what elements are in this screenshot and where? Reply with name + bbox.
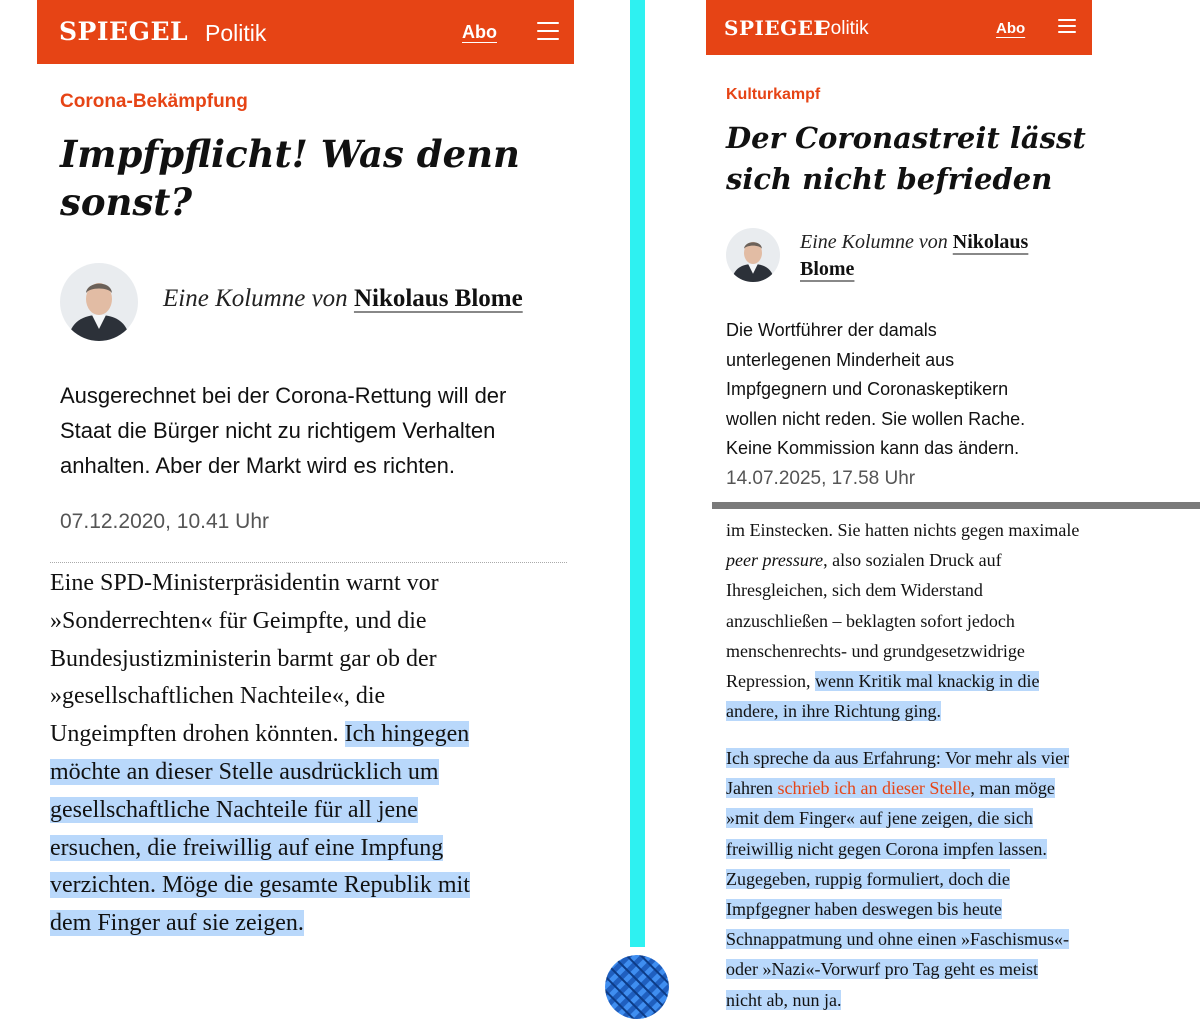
right-italic-text: peer pressure: [726, 550, 824, 571]
left-lead: [60, 378, 506, 483]
right-body-line: menschenrechts- und grundgesetzwidrige: [726, 640, 1025, 661]
right-headline-line: sich nicht befrieden: [726, 162, 1053, 196]
left-lead-line: Ausgerechnet bei der Corona-Rettung will der: [60, 383, 507, 408]
left-author-avatar[interactable]: [60, 263, 138, 341]
left-highlighted-text[interactable]: ersuchen, die freiwillig auf eine Impfung: [50, 834, 444, 861]
right-paragraph-2: [726, 743, 1069, 1015]
left-lead-line: anhalten. Aber der Markt wird es richten.: [60, 453, 455, 478]
right-highlighted-text[interactable]: Ich spreche da aus Erfahrung: Vor mehr als vier: [726, 748, 1070, 768]
left-abo-link[interactable]: Abo: [462, 22, 497, 42]
left-header-bar: [37, 0, 574, 64]
left-headline-line: Impfpflicht! Was denn: [60, 132, 520, 176]
right-spiegel-logo[interactable]: SPIEGEL: [724, 16, 828, 40]
right-lead-line: Die Wortführer der damals: [726, 320, 937, 340]
left-headline: [60, 130, 520, 226]
right-body-text: , man möge: [970, 778, 1055, 799]
left-body-line: [50, 754, 470, 792]
right-author-link[interactable]: Nikolaus: [952, 231, 1029, 253]
right-body-text: Jahren: [726, 778, 778, 799]
right-headline: [726, 118, 1086, 200]
left-spiegel-logo[interactable]: SPIEGEL: [59, 17, 189, 46]
right-lead: [726, 316, 1025, 464]
right-paragraph-1: [726, 515, 1079, 726]
right-body-line: [726, 924, 1069, 954]
watermark-logo-icon: [605, 955, 669, 1019]
right-highlighted-text[interactable]: »mit dem Finger« auf jene zeigen, die sich: [726, 808, 1033, 829]
left-body-line: [50, 716, 470, 754]
right-highlighted-text[interactable]: Schnappatmung und ohne einen »Faschismus«-: [726, 929, 1069, 950]
right-body-line: [726, 545, 1079, 575]
right-byline: [800, 229, 1028, 283]
right-menu-icon[interactable]: [1058, 19, 1076, 33]
left-body-line: [50, 792, 470, 830]
right-kicker[interactable]: Kulturkampf: [726, 86, 821, 103]
right-inline-link[interactable]: schrieb ich an dieser Stelle: [777, 778, 971, 799]
right-body-line: [726, 743, 1069, 773]
left-lead-line: Staat die Bürger nicht zu richtigem Verhalten: [60, 418, 496, 443]
right-highlighted-text[interactable]: wenn Kritik mal knackig in die: [815, 671, 1040, 692]
right-body-line: [726, 954, 1069, 984]
left-body-line: Eine SPD-Ministerpräsidentin warnt vor: [50, 570, 439, 596]
left-body-line: [50, 867, 470, 905]
left-date: 07.12.2020, 10.41 Uhr: [60, 510, 269, 533]
right-highlighted-text[interactable]: [726, 778, 1055, 798]
right-body-line: im Einstecken. Sie hatten nichts gegen maximale: [726, 520, 1080, 540]
left-body-line: [50, 830, 470, 868]
left-kicker[interactable]: Corona-Bekämpfung: [60, 91, 248, 112]
right-highlighted-text[interactable]: andere, in ihre Richtung ging.: [726, 701, 941, 722]
left-highlighted-text[interactable]: möchte an dieser Stelle ausdrücklich um: [50, 758, 439, 785]
right-body-line: [726, 985, 1069, 1015]
right-body-line: anzuschließen – beklagten sofort jedoch: [726, 610, 1015, 631]
left-headline-line: sonst?: [60, 180, 193, 224]
right-highlighted-text[interactable]: oder »Nazi«-Vorwurf pro Tag geht es meist: [726, 959, 1038, 980]
right-header-bar: [706, 0, 1092, 55]
left-body-line: »gesellschaftlichen Nachteile«, die: [50, 683, 386, 710]
right-body-text: , also sozialen Druck auf: [823, 550, 1002, 571]
left-highlighted-text[interactable]: Ich hingegen: [344, 721, 470, 748]
right-body-line: [726, 864, 1069, 894]
right-byline-prefix: Eine Kolumne von: [800, 231, 948, 253]
right-date: 14.07.2025, 17.58 Uhr: [726, 468, 916, 489]
right-author-avatar[interactable]: [726, 228, 780, 282]
right-headline-line: Der Coronastreit lässt: [726, 121, 1086, 155]
right-abo-link[interactable]: Abo: [996, 20, 1026, 37]
right-highlighted-text[interactable]: nicht ab, nun ja.: [726, 989, 842, 1010]
right-highlighted-text[interactable]: Zugegeben, ruppig formuliert, doch die: [726, 868, 1010, 889]
right-body-line: [726, 894, 1069, 924]
right-lead-line: unterlegenen Minderheit aus: [726, 349, 955, 370]
right-body-line: Ihresgleichen, sich dem Widerstand: [726, 580, 983, 601]
left-dotted-separator: [50, 562, 567, 563]
right-highlighted-text[interactable]: Impfgegner haben deswegen bis heute: [726, 899, 1002, 920]
right-body-line: [726, 696, 1079, 726]
right-lead-line: wollen nicht reden. Sie wollen Rache.: [726, 408, 1026, 429]
left-author-link[interactable]: Nikolaus Blome: [353, 285, 523, 312]
right-lead-line: Impfgegnern und Coronaskeptikern: [726, 379, 1009, 399]
left-section-label[interactable]: Politik: [205, 20, 267, 46]
left-menu-icon[interactable]: [537, 22, 559, 40]
left-highlighted-text[interactable]: gesellschaftliche Nachteile für all jene: [50, 796, 418, 823]
right-highlighted-text[interactable]: freiwillig nicht gegen Corona impfen lassen.: [726, 838, 1047, 859]
left-body-line: Bundesjustizministerin barmt gar ob der: [50, 645, 437, 672]
left-byline-prefix: Eine Kolumne von: [163, 285, 348, 312]
right-lead-line: Keine Kommission kann das ändern.: [726, 438, 1020, 458]
right-body-line: [726, 834, 1069, 864]
right-body-line: [726, 803, 1069, 833]
cyan-divider: [630, 0, 645, 947]
left-byline: [163, 285, 523, 313]
right-body-line: [726, 773, 1069, 803]
left-highlighted-text[interactable]: dem Finger auf sie zeigen.: [50, 910, 304, 937]
right-author-link[interactable]: Blome: [800, 258, 855, 280]
right-gray-separator: [712, 502, 1200, 509]
left-body: [50, 565, 470, 943]
right-body-text: Repression,: [726, 671, 815, 692]
right-body-line: [726, 666, 1079, 696]
left-body-line: »Sonderrechten« für Geimpfte, und die: [50, 607, 427, 634]
left-highlighted-text[interactable]: verzichten. Möge die gesamte Republik mit: [50, 872, 470, 899]
left-body-text: Ungeimpften drohen könnten.: [50, 721, 345, 748]
right-section-label[interactable]: Politik: [818, 18, 869, 39]
left-body-line: [50, 905, 470, 943]
